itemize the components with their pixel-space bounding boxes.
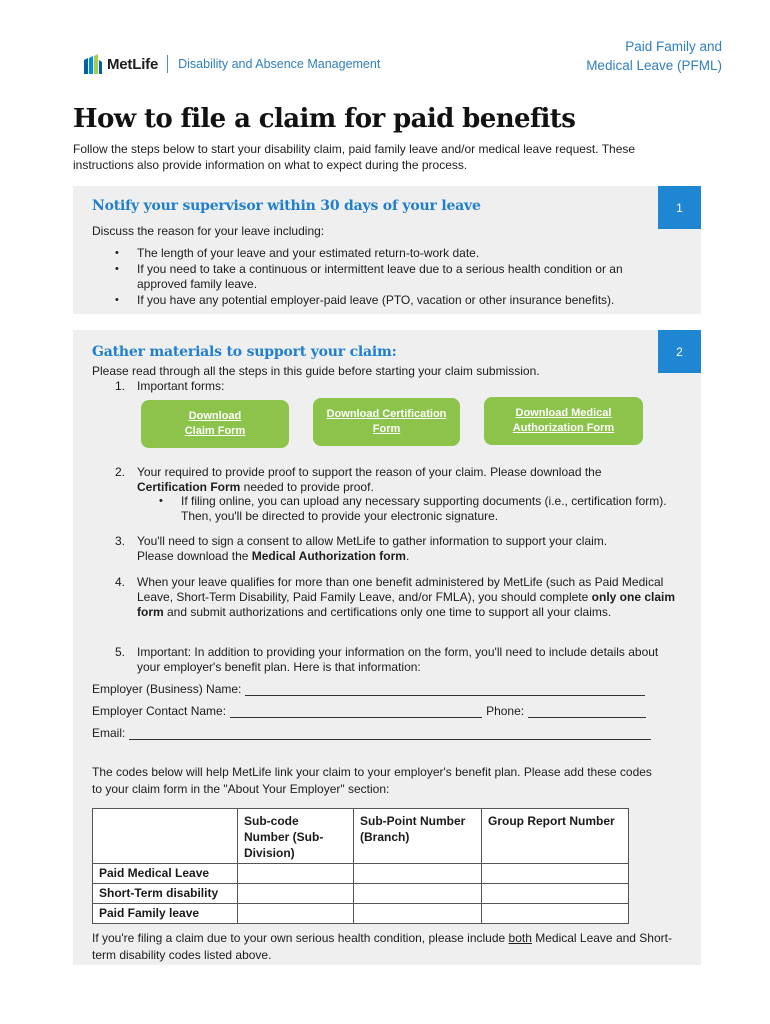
bullet-item: • If filing online, you can upload any necessary supporting documents (i.e., certification form). Then, you'll be directed to provide your electronic signature. — [181, 494, 681, 524]
employer-name-blank[interactable] — [245, 684, 645, 696]
employer-name-field[interactable] — [92, 682, 645, 696]
phone-label: Phone: — [486, 704, 525, 718]
row-label: Short-Term disability — [93, 884, 238, 904]
row-label: Paid Medical Leave — [93, 864, 238, 884]
email-field[interactable] — [92, 726, 651, 740]
section-lead: Discuss the reason for your leave including: — [92, 224, 325, 238]
metlife-logo — [84, 54, 380, 74]
table-cell[interactable] — [354, 864, 482, 884]
table-cell[interactable] — [482, 904, 629, 924]
section-gather-materials — [73, 330, 701, 965]
table-cell[interactable] — [354, 904, 482, 924]
download-claim-form-button[interactable]: Download Claim Form — [141, 400, 289, 448]
employer-contact-label: Employer Contact Name: — [92, 704, 227, 718]
page-title: How to file a claim for paid benefits — [73, 104, 576, 134]
table-cell[interactable] — [238, 904, 354, 924]
intro-text: Follow the steps below to start your disability claim, paid family leave and/or medical leave request. These instructions also provide information on what to expect during the process. — [73, 142, 636, 172]
table-cell[interactable] — [482, 864, 629, 884]
bullet-item: • If you have any potential employer-paid leave (PTO, vacation or other insurance benefits). — [137, 293, 697, 308]
email-blank[interactable] — [129, 728, 651, 740]
table-cell[interactable] — [354, 884, 482, 904]
step-number: 4. — [115, 575, 126, 589]
table-header-row — [93, 809, 629, 864]
step-number: 1. — [115, 379, 126, 393]
step-number-badge: 2 — [658, 330, 701, 373]
table-cell[interactable] — [482, 884, 629, 904]
brand-name: MetLife — [107, 55, 159, 73]
download-medical-authorization-button[interactable]: Download Medical Authorization Form — [484, 397, 643, 445]
section-heading: Gather materials to support your claim: — [92, 344, 397, 360]
bullet-item: • The length of your leave and your estimated return-to-work date. — [137, 246, 677, 261]
employer-name-label: Employer (Business) Name: — [92, 682, 242, 696]
phone-blank[interactable] — [528, 706, 646, 718]
page-header — [0, 0, 770, 90]
step-text: Important forms: — [137, 379, 225, 393]
row-label: Paid Family leave — [93, 904, 238, 924]
table-cell[interactable] — [238, 884, 354, 904]
step-number: 2. — [115, 465, 126, 479]
header-tag-line-2: Medical Leave (PFML) — [586, 58, 722, 73]
step-number-badge: 1 — [658, 186, 701, 229]
step-number: 5. — [115, 645, 126, 659]
table-row — [93, 904, 629, 924]
employer-contact-field[interactable] — [92, 704, 646, 718]
section-lead: Please read through all the steps in this guide before starting your claim submission. — [92, 364, 540, 378]
header-tag-line-1: Paid Family and — [625, 39, 722, 54]
logo-divider — [167, 55, 168, 73]
footer-note: If you're filing a claim due to your own serious health condition, please include both Medical Leave and Short-term disability codes listed above. — [92, 931, 672, 962]
employer-contact-blank[interactable] — [230, 706, 482, 718]
download-certification-form-button[interactable]: Download Certification Form — [313, 398, 460, 446]
table-header: Sub-Point Number (Branch) — [354, 809, 482, 864]
section-notify-supervisor — [73, 186, 701, 314]
step-number: 3. — [115, 534, 126, 548]
table-header: Sub-code Number (Sub-Division) — [238, 809, 354, 864]
table-row — [93, 864, 629, 884]
bullet-item: • If you need to take a continuous or intermittent leave due to a serious health condition or an approved family leave. — [137, 262, 657, 292]
step-text: Your required to provide proof to support the reason of your claim. Please download the Certification Form needed to provide proof. — [137, 465, 602, 494]
table-cell[interactable] — [238, 864, 354, 884]
step-text: You'll need to sign a consent to allow MetLife to gather information to support your claim. Please download the Medical Authorization form. — [137, 534, 608, 563]
header-subtitle: Disability and Absence Management — [178, 57, 381, 71]
step-text: Important: In addition to providing your information on the form, you'll need to include details about your employer's benefit plan. Here is that information: — [137, 645, 659, 674]
section-heading: Notify your supervisor within 30 days of your leave — [92, 198, 481, 214]
email-label: Email: — [92, 726, 126, 740]
codes-text: The codes below will help MetLife link your claim to your employer's benefit plan. Please add these codes to your claim form in the "About Your Employer" section: — [92, 765, 652, 796]
metlife-logo-icon — [84, 54, 102, 74]
step-text: When your leave qualifies for more than one benefit administered by MetLife (such as Paid Medical Leave, Short-Term Disability, Paid Family Leave, and/or FMLA), you should complete only one claim form and submit authorizations and certifications only one time to support all your claims. — [137, 575, 676, 619]
header-tag — [586, 37, 722, 75]
table-row — [93, 884, 629, 904]
table-header — [93, 809, 238, 864]
table-header: Group Report Number — [482, 809, 629, 864]
employer-codes-table — [92, 808, 629, 924]
